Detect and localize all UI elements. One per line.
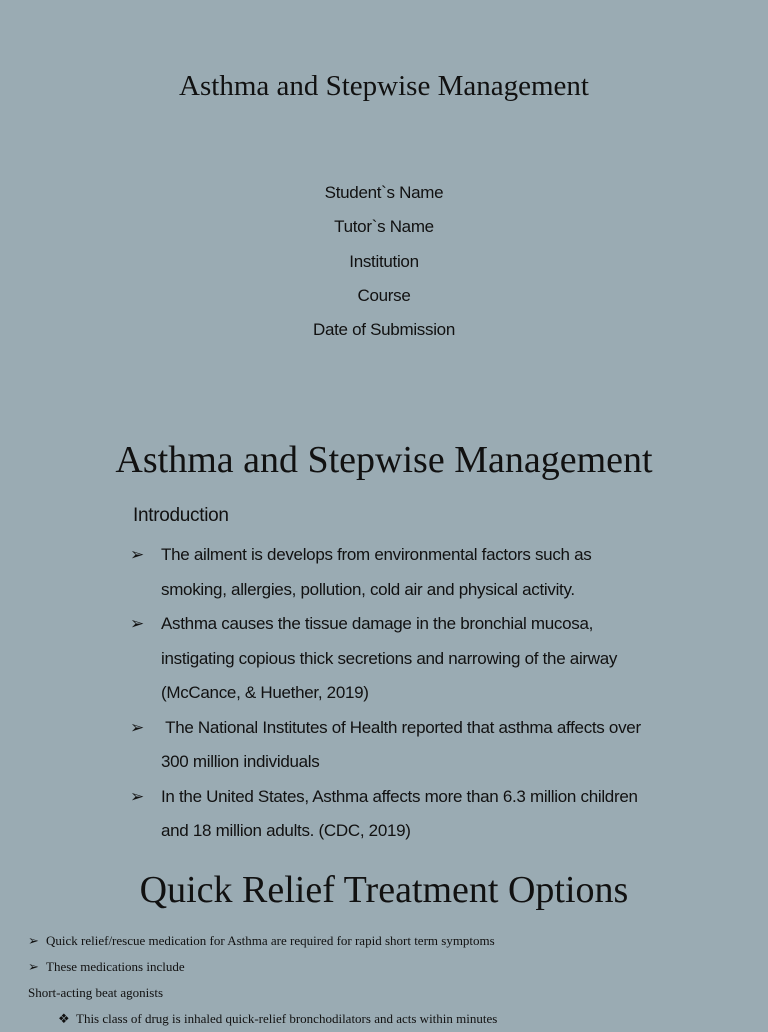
arrow-bullet-icon: ➢ [28, 933, 39, 948]
arrow-bullet-icon: ➢ [130, 614, 144, 633]
institution-line: Institution [349, 251, 419, 271]
bullet-line: The ailment is develops from environmental factors such as [161, 545, 592, 564]
list-item [28, 928, 748, 954]
list-item [130, 711, 650, 780]
quick-relief-list [28, 928, 748, 1032]
bullet-text: Quick relief/rescue medication for Asthma are required for rapid short term symptoms [46, 933, 495, 948]
list-item [130, 607, 650, 711]
tutor-name-line: Tutor`s Name [334, 217, 434, 237]
slide-title: Quick Relief Treatment Options [139, 869, 629, 911]
bullet-text: These medications include [46, 959, 185, 974]
bullet-line: and 18 million adults. (CDC, 2019) [161, 821, 411, 840]
list-item [130, 538, 650, 607]
slide-title: Asthma and Stepwise Management [115, 439, 653, 481]
arrow-bullet-icon: ➢ [28, 959, 39, 974]
cover-meta [0, 180, 768, 351]
bullet-line: instigating copious thick secretions and narrowing of the airway [161, 648, 618, 668]
submission-date-line: Date of Submission [312, 320, 455, 340]
bullet-line: smoking, allergies, pollution, cold air and physical activity. [161, 579, 575, 599]
bullet-line: In the United States, Asthma affects more than 6.3 million children [161, 786, 638, 806]
plain-text-line: Short-acting beat agonists [28, 985, 164, 1000]
arrow-bullet-icon: ➢ [130, 717, 144, 737]
bullet-line: 300 million individuals [161, 752, 320, 771]
arrow-bullet-icon: ➢ [130, 786, 144, 806]
cover-title: Asthma and Stepwise Management [179, 70, 589, 102]
bullet-text: This class of drug is inhaled quick-relief bronchodilators and acts within minutes [76, 1011, 498, 1026]
bullet-line: (McCance, & Huether, 2019) [161, 683, 369, 702]
diamond-bullet-icon: ❖ [58, 1011, 70, 1026]
bullet-line: Asthma causes the tissue damage in the bronchial mucosa, [161, 614, 594, 633]
list-item [28, 954, 748, 980]
intro-bullet-list [130, 538, 650, 849]
section-heading: Introduction [133, 505, 229, 526]
student-name-line: Student`s Name [324, 183, 444, 202]
arrow-bullet-icon: ➢ [130, 545, 144, 564]
list-item [28, 1006, 748, 1032]
list-item [130, 780, 650, 849]
bullet-line: The National Institutes of Health reported that asthma affects over [161, 717, 641, 737]
course-line: Course [357, 285, 411, 305]
